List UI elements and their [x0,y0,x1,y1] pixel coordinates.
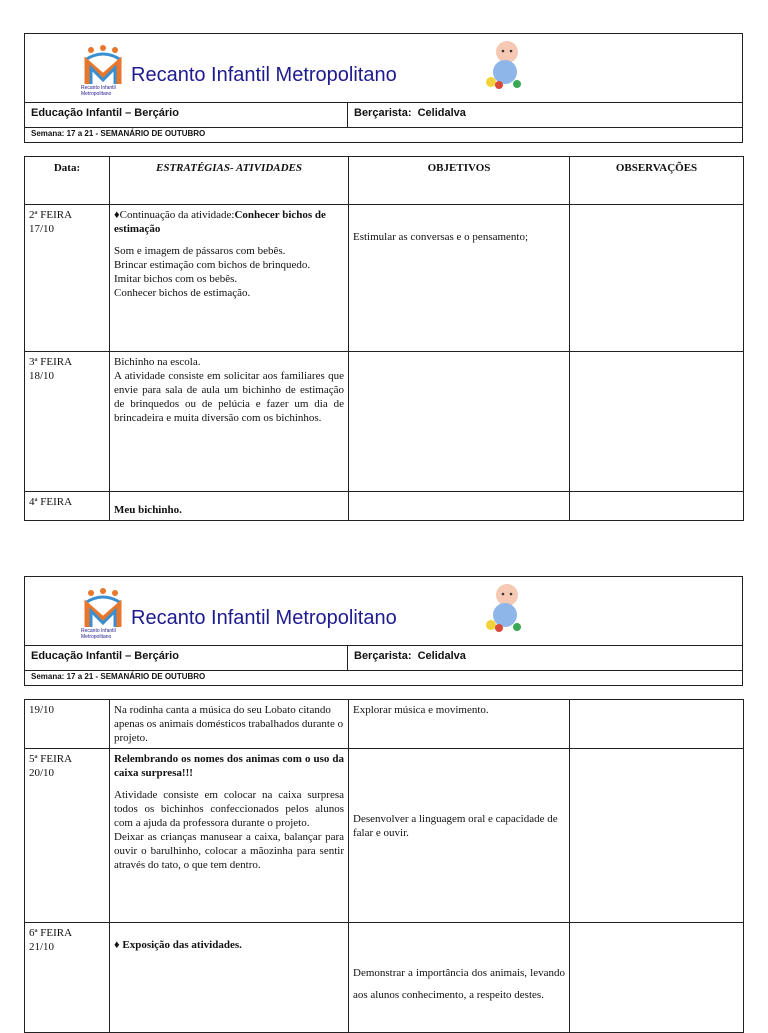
activity-cell: Na rodinha canta a música do seu Lobato citando apenas os animais domésticos trabalhados durante o projeto. [110,700,349,749]
activity-cell: Meu bichinho. [110,492,349,521]
col-header-strategies: ESTRATÉGIAS- ATIVIDADES [110,157,349,205]
col-header-date: Data: [25,157,110,205]
objective-cell: Desenvolver a linguagem oral e capacidade de falar e ouvir. [349,749,570,923]
observation-cell [570,749,744,923]
logo-caption: Recanto Infantil Metropolitano [81,85,116,97]
page2-header [24,576,743,686]
observation-cell [570,923,744,1033]
baby-icon [483,38,527,90]
class-label: Educação Infantil – Berçário [25,103,348,127]
observation-cell [570,700,744,749]
week-label: Semana: 17 a 21 - SEMANÁRIO DE OUTUBRO [31,672,206,681]
activity-cell: ♦Continuação da atividade:Conhecer bichos de estimação Som e imagem de pássaros com bebês. Brincar estimação com bichos de brinquedo. Imitar bichos com os bebês. Conhecer bichos de estimação. [110,205,349,352]
baby-icon [483,581,527,633]
activity-cell: Bichinho na escola. A atividade consiste em solicitar aos familiares que envie para sala de aula um bichinho de estimação de brinquedos ou de pelúcia e fazer um dia de brincadeira e muita diversão com os bichinhos. [110,352,349,492]
date-cell: 5ª FEIRA 20/10 [25,749,110,923]
logo-caption: Recanto Infantil Metropolitano [81,628,116,640]
objective-cell: Estimular as conversas e o pensamento; [349,205,570,352]
date-cell: 2ª FEIRA 17/10 [25,205,110,352]
activity-table-1 [24,156,744,521]
activity-cell: Relembrando os nomes dos animas com o uso da caixa surpresa!!! Atividade consiste em colocar na caixa surpresa todos os bichinhos confeccionados pelos alunos com a ajuda da professora durante o projeto. Deixar as crianças manusear a caixa, balançar para ouvir o barulhinho, colocar a mãozinha para sentir através do tato, o que tem dentro. [110,749,349,923]
col-header-observations: OBSERVAÇÕES [570,157,744,205]
school-title: Recanto Infantil Metropolitano [131,64,397,86]
activity-table-2 [24,699,744,1033]
table-row [25,923,744,1033]
table-row [25,205,744,352]
table-header-row [25,157,744,205]
table-row [25,749,744,923]
objective-cell: Demonstrar a importância dos animais, levando aos alunos conhecimento, a respeito destes. [349,923,570,1033]
teacher-info: Berçarista: Celidalva [354,650,466,662]
table-row [25,492,744,521]
week-label: Semana: 17 a 21 - SEMANÁRIO DE OUTUBRO [31,129,206,138]
page1-header [24,33,743,143]
objective-cell: Explorar música e movimento. [349,700,570,749]
activity-cell: ♦ Exposição das atividades. [110,923,349,1033]
objective-cell [349,352,570,492]
date-cell: 4ª FEIRA [25,492,110,521]
observation-cell [570,492,744,521]
date-cell: 3ª FEIRA 18/10 [25,352,110,492]
date-cell: 19/10 [25,700,110,749]
table-row [25,352,744,492]
class-label: Educação Infantil – Berçário [25,646,348,670]
date-cell: 6ª FEIRA 21/10 [25,923,110,1033]
teacher-info: Berçarista: Celidalva [354,107,466,119]
table-row [25,700,744,749]
observation-cell [570,205,744,352]
school-title: Recanto Infantil Metropolitano [131,607,397,629]
objective-cell [349,492,570,521]
col-header-objectives: OBJETIVOS [349,157,570,205]
observation-cell [570,352,744,492]
